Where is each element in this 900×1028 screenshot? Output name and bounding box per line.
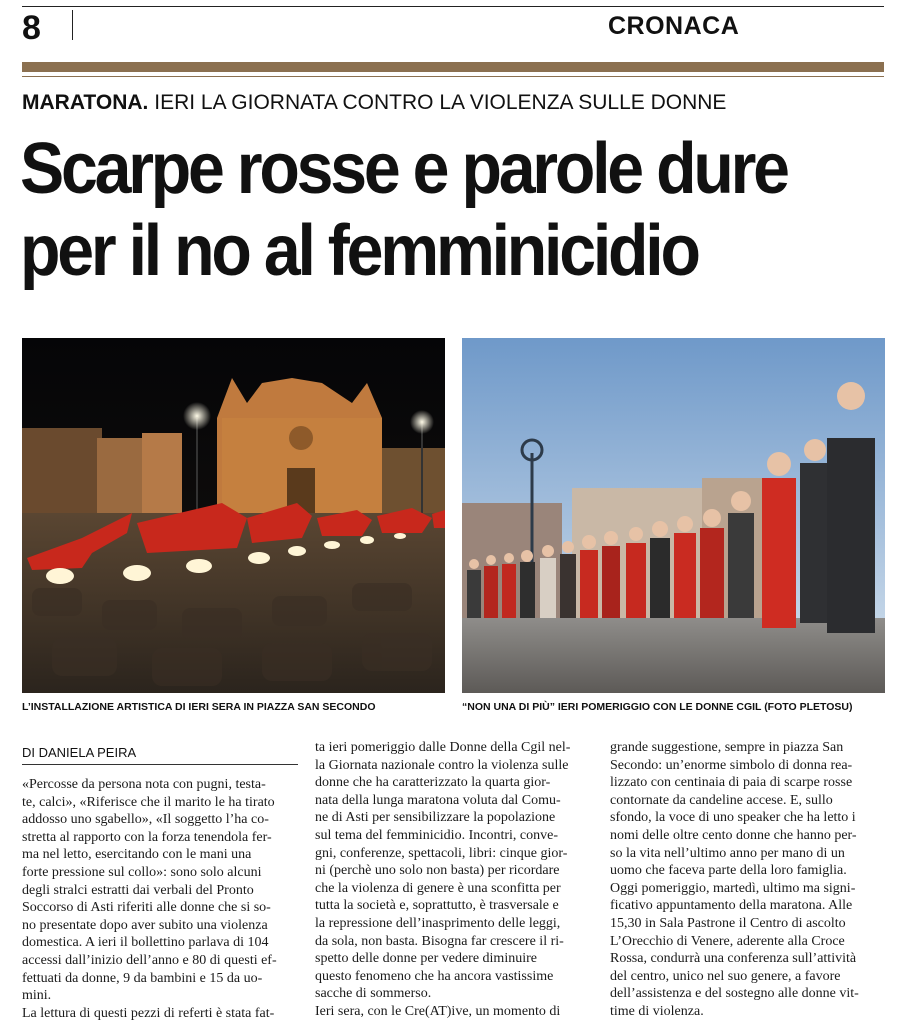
text-line: sfondo, la voce di uno speaker che ha letto i [610, 810, 856, 826]
text-line: Rossa, condurrà una conferenza sull’attività [610, 951, 857, 967]
text-line: ni (perchè uno solo non basta) per ricordare [315, 863, 560, 879]
text-line: Ieri sera, con le Cre(AT)ive, un momento di [315, 1003, 561, 1019]
page-number: 8 [22, 9, 41, 47]
photo-caption: “NON UNA DI PIÙ” IERI POMERIGGIO CON LE DONNE CGIL (FOTO PLETOSU) [462, 701, 853, 713]
text-line: domestica. A ieri il bollettino parlava di 104 [22, 935, 269, 951]
text-line: Soccorso di Asti riferiti alle donne che si so- [22, 900, 271, 916]
text-line: da sola, non basta. Bisogna far crescere il ri- [315, 933, 564, 949]
text-line: fettuati da donne, 9 da bambini e 15 da uo- [22, 970, 263, 986]
kicker-text: IERI LA GIORNATA CONTRO LA VIOLENZA SULLE DONNE [154, 91, 727, 114]
text-line: del centro, unico nel suo genere, a favore [610, 968, 841, 984]
text-line: lizzato con centinaia di paia di scarpe rosse [610, 775, 853, 791]
kicker [22, 90, 726, 116]
text-line: forte pressione sul collo»: sono solo alcuni [22, 864, 262, 880]
text-line: ma nel letto, esercitando con le mani una [22, 847, 252, 863]
text-line: dell’assistenza e del sostegno alle donne vit- [610, 986, 859, 1002]
text-line: ne di Asti per sensibilizzare la popolazione [315, 810, 556, 826]
text-line: la repressione dell’inasprimento delle leggi, [315, 915, 561, 931]
section-bar [22, 62, 884, 72]
text-line: time di violenza. [610, 1003, 704, 1019]
text-line: addosso uno sgabello», «Il soggetto l’ha co- [22, 812, 269, 828]
text-line: sul tema del femminicidio. Incontri, conve- [315, 827, 558, 843]
text-line: no presentate dopo aver subito una violenza [22, 917, 268, 933]
text-line: grande suggestione, sempre in piazza San [610, 740, 844, 755]
section-rule [22, 76, 884, 77]
text-line: la Giornata nazionale contro la violenza sulle [315, 757, 569, 773]
text-line: questo fenomeno che ha ancora vastissime [315, 968, 554, 984]
headline [20, 128, 787, 292]
byline: DI DANIELA PEIRA [22, 744, 298, 765]
text-line: «Percosse da persona nota con pugni, testa- [22, 777, 266, 792]
text-line: ficativo appuntamento della maratona. Alle [610, 898, 853, 914]
text-line: so la vita nell’ultimo anno per mano di un [610, 845, 845, 861]
text-line: nomi delle oltre cento donne che hanno per- [610, 827, 857, 843]
text-line: sacche di sommerso. [315, 986, 432, 1002]
top-rule [22, 6, 884, 7]
text-line: stretta al rapporto con la forza tenendola fer- [22, 829, 272, 845]
headline-line: Scarpe rosse e parole dure [20, 129, 787, 209]
text-line: gni, conferenze, spettacoli, libri: cinque gior- [315, 845, 568, 861]
body-column-3 [610, 739, 890, 1021]
text-line: Oggi pomeriggio, martedì, ultimo ma signi- [610, 880, 856, 896]
text-line: che la violenza di genere è una sconfitta per [315, 880, 561, 896]
kicker-bold: MARATONA. [22, 91, 149, 114]
text-line: 15,30 in Sala Pastrone il Centro di ascolto [610, 915, 846, 931]
text-line: uomo che faceva parte della loro famiglia. [610, 863, 847, 879]
text-line: contornate da candeline accese. E, sullo [610, 792, 833, 808]
text-line: ta ieri pomeriggio dalle Donne della Cgil nel- [315, 740, 571, 755]
text-line: mini. [22, 988, 52, 1004]
page-number-divider [72, 10, 73, 40]
text-line: Secondo: un’enorme simbolo di donna rea- [610, 757, 853, 773]
text-line: nata della lunga maratona voluta dal Comu- [315, 792, 561, 808]
headline-line: per il no al femminicidio [20, 211, 698, 291]
photo-installation [22, 338, 445, 693]
text-line: spetto delle donne per vedere diminuire [315, 951, 537, 967]
text-line: degli stralci estratti dai verbali del Pronto [22, 882, 254, 898]
body-column-2 [315, 739, 595, 1021]
photo-gathering [462, 338, 885, 693]
text-line: accessi dall’inizio dell’anno e 80 di questi ef- [22, 952, 277, 968]
photo-caption: L’INSTALLAZIONE ARTISTICA DI IERI SERA IN PIAZZA SAN SECONDO [22, 701, 376, 713]
text-line: donne che ha caratterizzato la quarta gior- [315, 775, 551, 791]
body-column-1 [22, 776, 302, 1022]
text-line: L’Orecchio di Venere, aderente alla Croce [610, 933, 845, 949]
section-label: CRONACA [608, 12, 740, 40]
text-line: te, calci», «Riferisce che il marito le ha tirato [22, 794, 275, 810]
text-line: tutta la società e, soprattutto, è trasversale e [315, 898, 559, 914]
text-line: La lettura di questi pezzi di referti è stata fat- [22, 1005, 275, 1021]
